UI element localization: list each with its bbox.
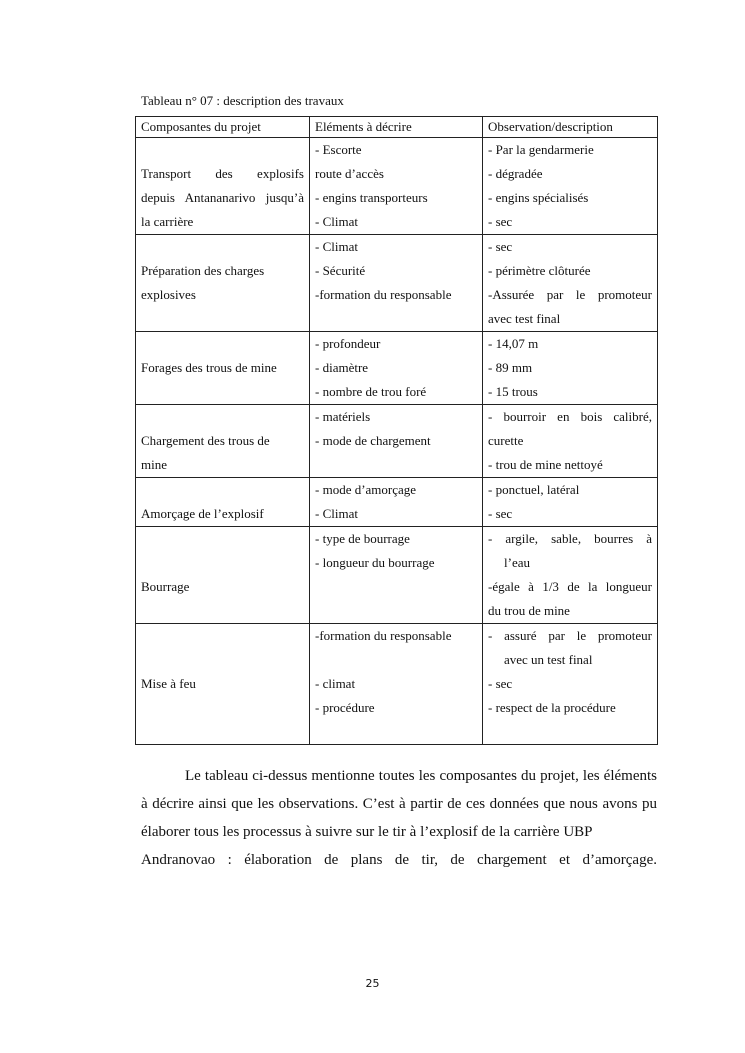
element-item: - diamètre [315,360,369,375]
element-item: - climat [315,676,356,691]
table-row [136,527,658,624]
component-text: depuis Antananarivo jusqu’à [141,190,304,205]
element-item: - type de bourrage [315,531,410,546]
table-caption: Tableau n° 07 : description des travaux [141,93,344,108]
header-elements: Eléments à décrire [310,117,483,138]
element-item: - procédure [315,700,375,715]
component-cell [136,624,310,745]
observation-item: avec test final [488,311,561,326]
observation-item: -Assurée par le promoteur [488,287,652,302]
element-item: - Sécurité [315,263,366,278]
element-item: - mode de chargement [315,433,431,448]
page-number: 25 [365,977,380,990]
observations-cell [483,478,658,527]
component-cell [136,235,310,332]
observations-cell [483,138,658,235]
element-item: -formation du responsable [315,628,452,643]
paragraph-last-line: Andranovao : élaboration de plans de tir, de chargement et d’amorçage. [141,852,657,868]
observation-item: l’eau [504,555,530,570]
elements-cell [310,527,483,624]
component-text: Amorçage de l’explosif [141,506,264,521]
component-cell [136,405,310,478]
table-row [136,405,658,478]
table-header-row [136,117,658,138]
header-components: Composantes du projet [136,117,310,138]
observations-cell [483,235,658,332]
observation-item: - trou de mine nettoyé [488,457,603,472]
table-row [136,332,658,405]
element-item: route d’accès [315,166,384,181]
observation-item: - Par la gendarmerie [488,142,594,157]
observation-item: - sec [488,214,513,229]
component-cell [136,138,310,235]
observation-item: - dégradée [488,166,543,181]
elements-cell [310,235,483,332]
table-row [136,478,658,527]
elements-cell [310,332,483,405]
observation-item: - respect de la procédure [488,700,616,715]
paragraph-text [141,762,657,846]
observation-item: - 15 trous [488,384,538,399]
paragraph-line: Le tableau ci-dessus mentionne toutes les composantes du projet, les éléments à décrire ainsi que les observations. C’est à partir de ces données que nous avons pu élaborer tous les processus à suivre sur le tir à l’explosif de la carrière UBP [141,768,657,840]
description-table [135,116,658,745]
observation-item: - engins spécialisés [488,190,589,205]
element-item: - nombre de trou foré [315,384,427,399]
component-cell [136,527,310,624]
component-text: Forages des trous de mine [141,360,277,375]
component-text: Chargement des trous de [141,433,270,448]
table-row [136,235,658,332]
element-item: - longueur du bourrage [315,555,435,570]
component-text: Préparation des charges [141,263,265,278]
observation-item: - périmètre clôturée [488,263,591,278]
component-text: la carrière [141,214,194,229]
element-item: - profondeur [315,336,381,351]
observation-item: - sec [488,676,513,691]
element-item: - Climat [315,506,358,521]
observation-item: - assuré par le promoteur [488,628,652,643]
elements-cell [310,405,483,478]
observation-item: - ponctuel, latéral [488,482,580,497]
body-paragraph [141,762,657,874]
component-text: Transport des explosifs [141,166,304,181]
component-cell [136,332,310,405]
element-item: - Climat [315,239,358,254]
component-text: mine [141,457,167,472]
observation-item: - argile, sable, bourres à [488,531,652,546]
component-text: explosives [141,287,196,302]
element-item: -formation du responsable [315,287,452,302]
observations-cell [483,332,658,405]
observations-cell [483,624,658,745]
element-item: - mode d’amorçage [315,482,417,497]
observation-item: - sec [488,506,513,521]
header-observations: Observation/description [483,117,658,138]
observations-cell [483,527,658,624]
elements-cell [310,478,483,527]
element-item: - Climat [315,214,358,229]
component-text: Mise à feu [141,676,196,691]
observation-item: -égale à 1/3 de la longueur [488,579,652,594]
table-row [136,138,658,235]
observation-item: avec un test final [504,652,593,667]
observation-item: du trou de mine [488,603,570,618]
observations-cell [483,405,658,478]
observation-item: - 14,07 m [488,336,539,351]
observation-item: curette [488,433,524,448]
component-cell [136,478,310,527]
element-item: - matériels [315,409,371,424]
element-item [315,648,477,672]
element-item: - engins transporteurs [315,190,428,205]
observation-item: - bourroir en bois calibré, [488,409,652,424]
observation-item: - sec [488,239,513,254]
elements-cell [310,624,483,745]
table-row [136,624,658,745]
elements-cell [310,138,483,235]
observation-item: - 89 mm [488,360,533,375]
element-item: - Escorte [315,142,362,157]
component-text: Bourrage [141,579,190,594]
